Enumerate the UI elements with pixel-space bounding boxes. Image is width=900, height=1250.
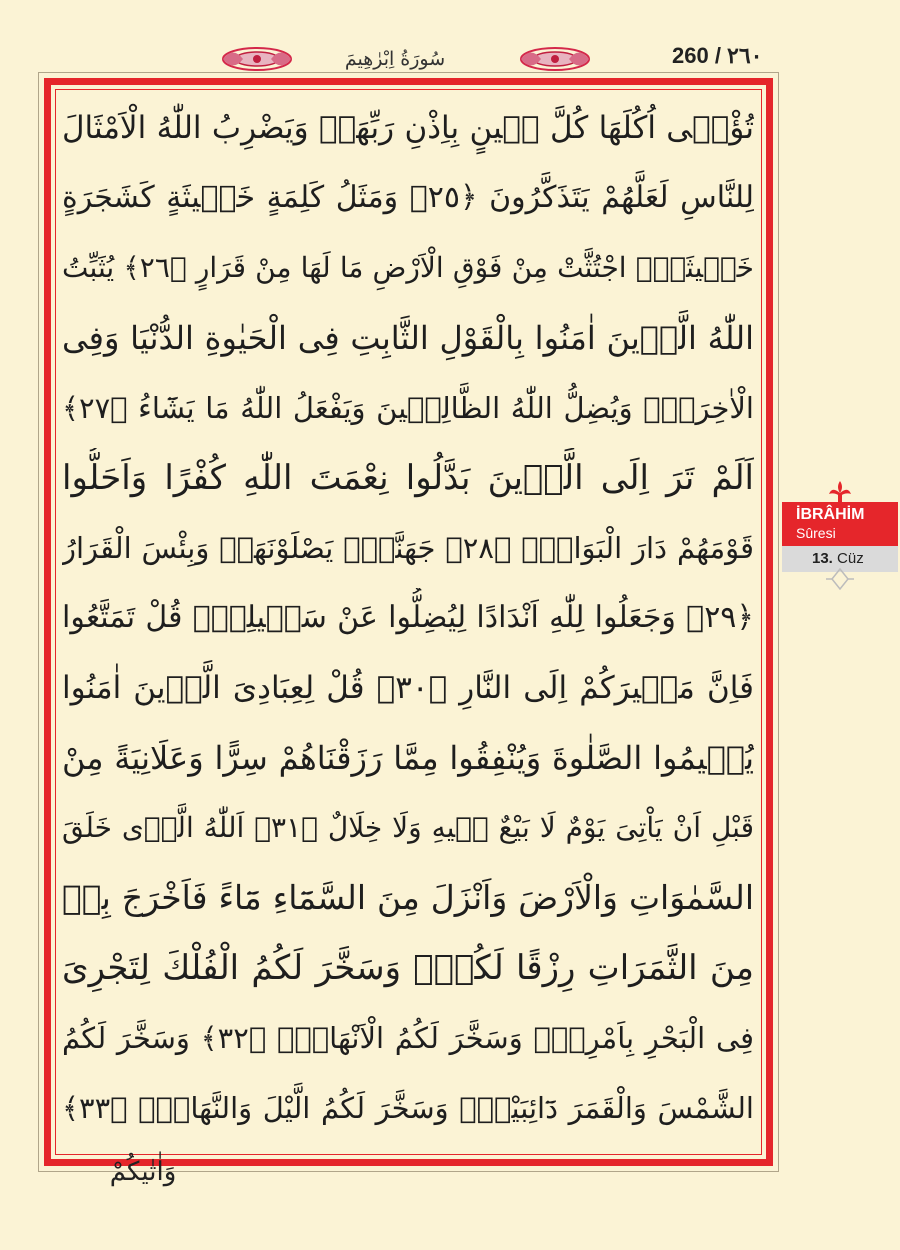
text-line: الشَّمْسَ وَالْقَمَرَ دَٓائِبَيْنِۚ وَسَخَّرَ لَكُمُ الَّيْلَ وَالنَّهَارَۚ ﴿٣٣﴾ — [62, 1091, 754, 1125]
text-line: قَوْمَهُمْ دَارَ الْبَوَارِۙ ﴿٢٨﴾ جَهَنَّمَۚ يَصْلَوْنَهَاۜ وَبِئْسَ الْقَرَارُ — [62, 531, 754, 565]
sura-side-tab — [782, 480, 898, 590]
text-line: فَاِنَّ مَصٖيرَكُمْ اِلَى النَّارِ ﴿٣٠﴾ قُلْ لِعِبَادِىَ الَّذٖينَ اٰمَنُوا — [62, 670, 754, 706]
text-line: فِى الْبَحْرِ بِاَمْرِهٖۚ وَسَخَّرَ لَكُمُ الْاَنْهَارَۚ ﴿٣٢﴾ وَسَخَّرَ لَكُمُ — [62, 1021, 754, 1055]
sura-name: İBRÂHİM — [796, 506, 865, 523]
text-line: السَّمٰوَاتِ وَالْاَرْضَ وَاَنْزَلَ مِنَ السَّمَٓاءِ مَٓاءً فَاَخْرَجَ بِهٖ — [62, 878, 754, 917]
text-line: يُقٖيمُوا الصَّلٰوةَ وَيُنْفِقُوا مِمَّا رَزَقْنَاهُمْ سِرًّا وَعَلَانِيَةً مِنْ — [62, 739, 754, 777]
text-line: اللّٰهُ الَّذٖينَ اٰمَنُوا بِالْقَوْلِ الثَّابِتِ فِى الْحَيٰوةِ الدُّنْيَا وَفِى — [62, 319, 754, 357]
page-header — [0, 0, 900, 80]
text-line: الْاٰخِرَةِۚ وَيُضِلُّ اللّٰهُ الظَّالِمٖينَ وَيَفْعَلُ اللّٰهُ مَا يَشَٓاءُ ﴿٢٧﴾ — [62, 391, 754, 425]
text-line: تُؤْتٖى اُكُلَهَا كُلَّ حٖينٍ بِاِذْنِ رَبِّهَاۜ وَيَضْرِبُ اللّٰهُ الْاَمْثَالَ — [62, 110, 754, 146]
sura-label: Sûresi — [796, 525, 836, 541]
juz-number: 13. — [812, 550, 833, 567]
juz-label: Cüz — [837, 550, 864, 567]
sura-title: سُورَةُ اِبْرٰهِيمَ — [344, 48, 446, 70]
ornament-right-icon — [516, 42, 594, 76]
ornament-left-icon — [218, 42, 296, 76]
text-line: مِنَ الثَّمَرَاتِ رِزْقًا لَكُمْۚ وَسَخَّرَ لَكُمُ الْفُلْكَ لِتَجْرِىَ — [62, 948, 754, 988]
text-line: لِلنَّاسِ لَعَلَّهُمْ يَتَذَكَّرُونَ ﴿٢٥﴾ وَمَثَلُ كَلِمَةٍ خَبٖيثَةٍ كَشَجَرَةٍ — [62, 180, 754, 215]
sura-name-badge — [782, 502, 898, 546]
ornament-diamond-icon — [822, 568, 858, 590]
text-line: ﴿٢٩﴾ وَجَعَلُوا لِلّٰهِ اَنْدَادًا لِيُضِلُّوا عَنْ سَبٖيلِهٖۜ قُلْ تَمَتَّعُوا — [62, 600, 754, 635]
page-number: 260 / ٢٦٠ — [672, 43, 763, 68]
text-line: خَبٖيثَةٍۨ اجْتُثَّتْ مِنْ فَوْقِ الْاَرْضِ مَا لَهَا مِنْ قَرَارٍ ﴿٢٦﴾ يُثَبِّتُ — [62, 251, 754, 284]
verse-text-area — [62, 98, 754, 1158]
text-line: اَلَمْ تَرَ اِلَى الَّذٖينَ بَدَّلُوا نِعْمَتَ اللّٰهِ كُفْرًا وَاَحَلُّوا — [62, 458, 754, 498]
catchword: وَاٰتٰيكُمْ — [109, 1157, 177, 1187]
text-line: قَبْلِ اَنْ يَاْتِىَ يَوْمٌ لَا بَيْعٌ فٖيهِ وَلَا خِلَالٌ ﴿٣١﴾ اَللّٰهُ الَّذٖى خَلَقَ — [62, 811, 754, 844]
